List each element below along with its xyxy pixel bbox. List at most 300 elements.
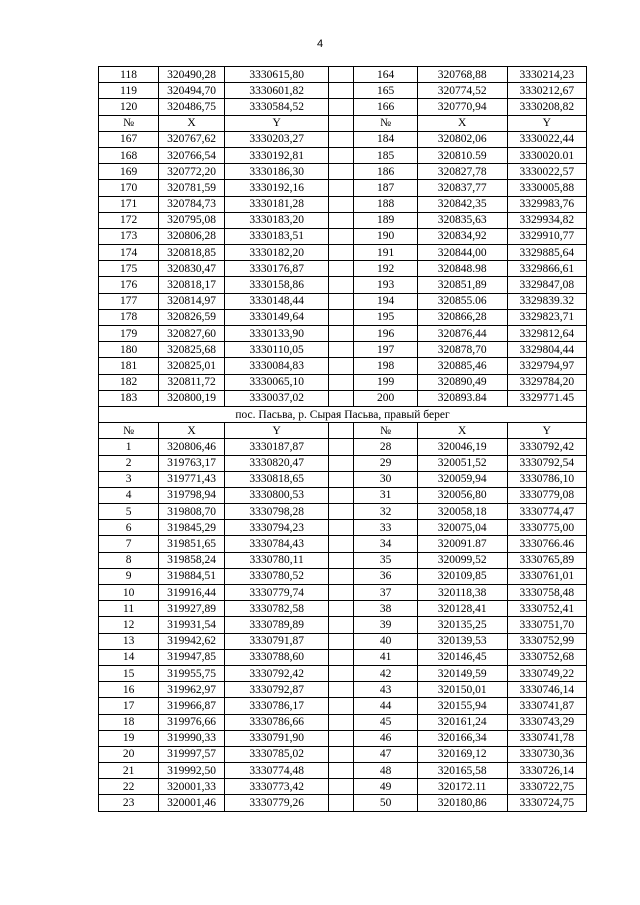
x-coordinate: 320795,08 [159,212,225,228]
x-coordinate: 320001,46 [159,795,225,811]
y-coordinate: 3330798,28 [224,504,328,520]
y-coordinate: 3330752,99 [507,633,587,649]
y-coordinate: 3330186,30 [224,164,328,180]
table-row [99,455,587,471]
y-coordinate: 3329804,44 [507,342,587,358]
x-coordinate: 320818,85 [159,245,225,261]
y-coordinate: 3330775,00 [507,520,587,536]
x-coordinate: 320800,19 [159,390,225,406]
spacer-cell [329,633,354,649]
point-number: 175 [99,261,159,277]
x-coordinate: 319927,89 [159,601,225,617]
y-coordinate: 3330761,01 [507,568,587,584]
x-coordinate: 319771,43 [159,471,225,487]
x-coordinate: 320818,17 [159,277,225,293]
x-coordinate: 319858,24 [159,552,225,568]
y-coordinate: 3330615,80 [224,67,328,83]
y-coordinate: 3330818,65 [224,471,328,487]
column-header-y: Y [507,115,587,131]
y-coordinate: 3329812,64 [507,326,587,342]
point-number: 6 [99,520,159,536]
y-coordinate: 3330820,47 [224,455,328,471]
spacer-cell [329,649,354,665]
column-header-number: № [354,115,418,131]
y-coordinate: 3330149,64 [224,309,328,325]
point-number: 199 [354,374,418,390]
x-coordinate: 320169,12 [417,746,507,762]
table-row [99,131,587,147]
table-row [99,439,587,455]
table-row [99,358,587,374]
point-number: 8 [99,552,159,568]
point-number: 171 [99,196,159,212]
x-coordinate: 320810.59 [417,147,507,163]
y-coordinate: 3330773,42 [224,779,328,795]
point-number: 46 [354,730,418,746]
spacer-cell [329,228,354,244]
y-coordinate: 3330780,11 [224,552,328,568]
x-coordinate: 320165,58 [417,763,507,779]
spacer-cell [329,164,354,180]
table-row [99,504,587,520]
point-number: 164 [354,67,418,83]
point-number: 168 [99,147,159,163]
spacer-cell [329,455,354,471]
spacer-cell [329,245,354,261]
x-coordinate: 320844,00 [417,245,507,261]
x-coordinate: 320806,28 [159,228,225,244]
x-coordinate: 320149,59 [417,665,507,681]
point-number: 5 [99,504,159,520]
point-number: 20 [99,746,159,762]
x-coordinate: 319976,66 [159,714,225,730]
spacer-cell [329,131,354,147]
point-number: 16 [99,682,159,698]
y-coordinate: 3330212,67 [507,83,587,99]
column-header-number: № [354,423,418,439]
spacer-cell [329,617,354,633]
spacer-cell [329,277,354,293]
y-coordinate: 3329771.45 [507,390,587,406]
y-coordinate: 3330601,82 [224,83,328,99]
y-coordinate: 3330187,87 [224,439,328,455]
y-coordinate: 3330722,75 [507,779,587,795]
y-coordinate: 3330758,48 [507,585,587,601]
table-row [99,552,587,568]
y-coordinate: 3330148,44 [224,293,328,309]
x-coordinate: 320784,73 [159,196,225,212]
spacer-cell [329,147,354,163]
table-row [99,374,587,390]
x-coordinate: 320135,25 [417,617,507,633]
x-coordinate: 320885,46 [417,358,507,374]
table-row [99,487,587,503]
point-number: 179 [99,326,159,342]
column-header-y: Y [224,115,328,131]
y-coordinate: 3330203,27 [224,131,328,147]
column-header-x: X [417,423,507,439]
x-coordinate: 320109,85 [417,568,507,584]
x-coordinate: 320826,59 [159,309,225,325]
x-coordinate: 319966,87 [159,698,225,714]
x-coordinate: 319798,94 [159,487,225,503]
point-number: 34 [354,536,418,552]
point-number: 197 [354,342,418,358]
y-coordinate: 3329784,20 [507,374,587,390]
spacer-cell [329,585,354,601]
point-number: 33 [354,520,418,536]
x-coordinate: 320890,49 [417,374,507,390]
y-coordinate: 3330182,20 [224,245,328,261]
x-coordinate: 320001,33 [159,779,225,795]
point-number: 169 [99,164,159,180]
spacer-cell [329,374,354,390]
x-coordinate: 320046,19 [417,439,507,455]
x-coordinate: 320770,94 [417,99,507,115]
point-number: 39 [354,617,418,633]
y-coordinate: 3330791,87 [224,633,328,649]
y-coordinate: 3330779,26 [224,795,328,811]
spacer-cell [329,520,354,536]
table-row [99,682,587,698]
table-row [99,212,587,228]
x-coordinate: 320099,52 [417,552,507,568]
table-row [99,164,587,180]
table-row [99,730,587,746]
table-row [99,746,587,762]
x-coordinate: 320768,88 [417,67,507,83]
table-row [99,83,587,99]
y-coordinate: 3330110,05 [224,342,328,358]
x-coordinate: 320842,35 [417,196,507,212]
table-row [99,228,587,244]
x-coordinate: 320155,94 [417,698,507,714]
x-coordinate: 319997,57 [159,746,225,762]
coordinates-table [98,66,587,812]
point-number: 37 [354,585,418,601]
y-coordinate: 3330784,43 [224,536,328,552]
x-coordinate: 320876,44 [417,326,507,342]
y-coordinate: 3330786,66 [224,714,328,730]
point-number: 173 [99,228,159,244]
column-header-number: № [99,423,159,439]
point-number: 194 [354,293,418,309]
point-number: 11 [99,601,159,617]
point-number: 190 [354,228,418,244]
coordinates-table-body [99,67,587,812]
x-coordinate: 320827,78 [417,164,507,180]
x-coordinate: 320830,47 [159,261,225,277]
y-coordinate: 3330792,42 [224,665,328,681]
x-coordinate: 320172.11 [417,779,507,795]
point-number: 200 [354,390,418,406]
point-number: 41 [354,649,418,665]
table-row [99,568,587,584]
y-coordinate: 3330183,51 [224,228,328,244]
point-number: 14 [99,649,159,665]
y-coordinate: 3329866,61 [507,261,587,277]
y-coordinate: 3330782,58 [224,601,328,617]
spacer-cell [329,665,354,681]
spacer-cell [329,390,354,406]
y-coordinate: 3330584,52 [224,99,328,115]
y-coordinate: 3330774,48 [224,763,328,779]
x-coordinate: 320150,01 [417,682,507,698]
x-coordinate: 320059,94 [417,471,507,487]
point-number: 38 [354,601,418,617]
x-coordinate: 320128,41 [417,601,507,617]
y-coordinate: 3330741,87 [507,698,587,714]
point-number: 182 [99,374,159,390]
point-number: 12 [99,617,159,633]
point-number: 191 [354,245,418,261]
spacer-cell [329,261,354,277]
point-number: 45 [354,714,418,730]
spacer-cell [329,115,354,131]
spacer-cell [329,714,354,730]
y-coordinate: 3329934,82 [507,212,587,228]
table-row [99,342,587,358]
y-coordinate: 3330774,47 [507,504,587,520]
spacer-cell [329,487,354,503]
y-coordinate: 3329885,64 [507,245,587,261]
point-number: 29 [354,455,418,471]
point-number: 118 [99,67,159,83]
x-coordinate: 319845,29 [159,520,225,536]
y-coordinate: 3330158,86 [224,277,328,293]
spacer-cell [329,601,354,617]
x-coordinate: 320827,60 [159,326,225,342]
x-coordinate: 320166,34 [417,730,507,746]
table-row [99,326,587,342]
y-coordinate: 3330730,36 [507,746,587,762]
point-number: 181 [99,358,159,374]
spacer-cell [329,795,354,811]
point-number: 31 [354,487,418,503]
spacer-cell [329,196,354,212]
x-coordinate: 320802,06 [417,131,507,147]
point-number: 193 [354,277,418,293]
y-coordinate: 3330214,23 [507,67,587,83]
point-number: 189 [354,212,418,228]
x-coordinate: 320855.06 [417,293,507,309]
point-number: 48 [354,763,418,779]
y-coordinate: 3329983,76 [507,196,587,212]
x-coordinate: 320772,20 [159,164,225,180]
point-number: 183 [99,390,159,406]
y-coordinate: 3330037,02 [224,390,328,406]
x-coordinate: 319931,54 [159,617,225,633]
point-number: 188 [354,196,418,212]
point-number: 177 [99,293,159,309]
y-coordinate: 3330022,44 [507,131,587,147]
x-coordinate: 320848.98 [417,261,507,277]
y-coordinate: 3330792,54 [507,455,587,471]
y-coordinate: 3330005,88 [507,180,587,196]
point-number: 176 [99,277,159,293]
point-number: 2 [99,455,159,471]
x-coordinate: 319990,33 [159,730,225,746]
y-coordinate: 3330791,90 [224,730,328,746]
table-row [99,245,587,261]
point-number: 178 [99,309,159,325]
y-coordinate: 3330786,17 [224,698,328,714]
x-coordinate: 320825,01 [159,358,225,374]
table-row [99,147,587,163]
table-row [99,763,587,779]
spacer-cell [329,83,354,99]
point-number: 7 [99,536,159,552]
section-title-row [99,406,587,422]
table-row [99,520,587,536]
spacer-cell [329,779,354,795]
table-row [99,633,587,649]
x-coordinate: 320180,86 [417,795,507,811]
y-coordinate: 3330208,82 [507,99,587,115]
x-coordinate: 319884,51 [159,568,225,584]
point-number: 19 [99,730,159,746]
point-number: 35 [354,552,418,568]
x-coordinate: 319808,70 [159,504,225,520]
point-number: 165 [354,83,418,99]
y-coordinate: 3330794,23 [224,520,328,536]
table-row [99,309,587,325]
point-number: 4 [99,487,159,503]
y-coordinate: 3330792,87 [224,682,328,698]
y-coordinate: 3330741,78 [507,730,587,746]
x-coordinate: 320139,53 [417,633,507,649]
y-coordinate: 3330181,28 [224,196,328,212]
y-coordinate: 3329839.32 [507,293,587,309]
x-coordinate: 320494,70 [159,83,225,99]
y-coordinate: 3330800,53 [224,487,328,503]
column-header-x: X [159,115,225,131]
x-coordinate: 320091.87 [417,536,507,552]
point-number: 192 [354,261,418,277]
x-coordinate: 320767,62 [159,131,225,147]
table-row [99,779,587,795]
spacer-cell [329,99,354,115]
point-number: 23 [99,795,159,811]
x-coordinate: 320075,04 [417,520,507,536]
x-coordinate: 319851,65 [159,536,225,552]
point-number: 120 [99,99,159,115]
point-number: 172 [99,212,159,228]
spacer-cell [329,423,354,439]
y-coordinate: 3330724,75 [507,795,587,811]
point-number: 42 [354,665,418,681]
y-coordinate: 3330746,14 [507,682,587,698]
point-number: 196 [354,326,418,342]
spacer-cell [329,698,354,714]
table-row [99,601,587,617]
point-number: 186 [354,164,418,180]
x-coordinate: 320834,92 [417,228,507,244]
y-coordinate: 3330183,20 [224,212,328,228]
point-number: 47 [354,746,418,762]
y-coordinate: 3330780,52 [224,568,328,584]
point-number: 32 [354,504,418,520]
point-number: 174 [99,245,159,261]
spacer-cell [329,212,354,228]
y-coordinate: 3330726,14 [507,763,587,779]
column-header-x: X [417,115,507,131]
x-coordinate: 320058,18 [417,504,507,520]
spacer-cell [329,67,354,83]
point-number: 119 [99,83,159,99]
point-number: 22 [99,779,159,795]
page-number: 4 [316,38,324,50]
point-number: 50 [354,795,418,811]
y-coordinate: 3330743,29 [507,714,587,730]
point-number: 1 [99,439,159,455]
table-row [99,698,587,714]
spacer-cell [329,342,354,358]
point-number: 184 [354,131,418,147]
point-number: 40 [354,633,418,649]
y-coordinate: 3330751,70 [507,617,587,633]
table-row [99,536,587,552]
x-coordinate: 319942,62 [159,633,225,649]
point-number: 166 [354,99,418,115]
x-coordinate: 320781,59 [159,180,225,196]
spacer-cell [329,746,354,762]
spacer-cell [329,326,354,342]
x-coordinate: 319955,75 [159,665,225,681]
x-coordinate: 320814,97 [159,293,225,309]
point-number: 49 [354,779,418,795]
x-coordinate: 320893.84 [417,390,507,406]
table-row [99,649,587,665]
spacer-cell [329,358,354,374]
point-number: 44 [354,698,418,714]
point-number: 21 [99,763,159,779]
y-coordinate: 3330022,57 [507,164,587,180]
table-header-row [99,115,587,131]
y-coordinate: 3330766.46 [507,536,587,552]
spacer-cell [329,568,354,584]
x-coordinate: 320811,72 [159,374,225,390]
point-number: 3 [99,471,159,487]
point-number: 9 [99,568,159,584]
column-header-y: Y [507,423,587,439]
column-header-y: Y [224,423,328,439]
x-coordinate: 320835,63 [417,212,507,228]
point-number: 167 [99,131,159,147]
column-header-number: № [99,115,159,131]
spacer-cell [329,293,354,309]
y-coordinate: 3329823,71 [507,309,587,325]
table-row [99,180,587,196]
x-coordinate: 319763,17 [159,455,225,471]
y-coordinate: 3330192,81 [224,147,328,163]
point-number: 187 [354,180,418,196]
spacer-cell [329,552,354,568]
y-coordinate: 3330792,42 [507,439,587,455]
x-coordinate: 320825,68 [159,342,225,358]
point-number: 180 [99,342,159,358]
spacer-cell [329,309,354,325]
y-coordinate: 3330788,60 [224,649,328,665]
y-coordinate: 3330176,87 [224,261,328,277]
table-row [99,714,587,730]
y-coordinate: 3330785,02 [224,746,328,762]
y-coordinate: 3330752,68 [507,649,587,665]
x-coordinate: 320774,52 [417,83,507,99]
x-coordinate: 320146,45 [417,649,507,665]
spacer-cell [329,536,354,552]
table-row [99,196,587,212]
